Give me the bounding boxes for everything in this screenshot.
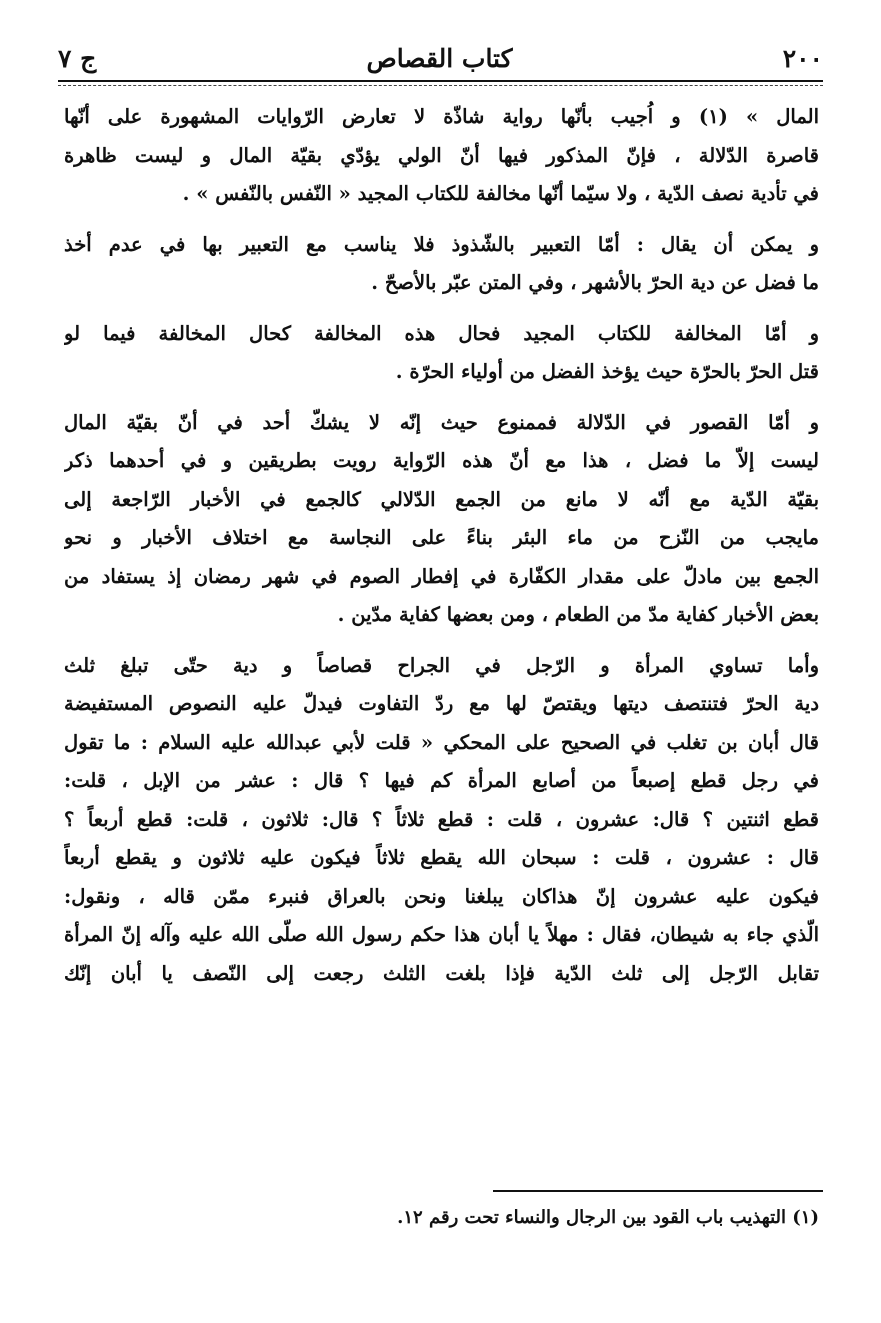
- paragraph-gap: [64, 214, 819, 226]
- text-line: بعض الأخبار كفاية مدّ من الطعام ، ومن بعضها كفاية مدّين .: [337, 603, 819, 626]
- header-rule-dashed: [58, 85, 823, 86]
- page-header: [58, 38, 823, 78]
- paragraph-gap: [64, 303, 819, 315]
- text-line: قال أبان بن تغلب في الصحيح على المحكي « قلت لأبي عبدالله عليه السلام : ما تقول: [64, 730, 819, 754]
- volume-label: ج ٧: [58, 43, 97, 73]
- text-line: وأما تساوي المرأة و الرّجل في الجراح قصاصاً و دية حتّى تبلغ ثلث: [64, 653, 819, 677]
- text-line: بقيّة الدّية مع أنّه لا مانع من الجمع الدّلالي كالجمع في الأخبار الرّاجعة إلى: [64, 487, 819, 511]
- paragraph-gap: [64, 392, 819, 404]
- text-line: مايجب من النّزح من ماء البئر بناءً على النجاسة مع اختلاف الأخبار و نحو: [64, 526, 819, 549]
- text-line: الّذي جاء به شيطان، فقال : مهلاً يا أبان هذا حكم رسول الله صلّى الله عليه وآله إنّ المرأة: [64, 923, 819, 946]
- text-line: في تأدية نصف الدّية ، ولا سيّما أنّها مخالفة للكتاب المجيد « النّفس بالنّفس » .: [182, 182, 819, 205]
- text-line: ليست إلاّ ما فضل ، هذا مع أنّ هذه الرّواية رويت بطريقين و في أحدهما ذكر: [64, 449, 819, 472]
- text-line: تقابل الرّجل إلى ثلث الدّية فإذا بلغت الثلث رجعت إلى النّصف يا أبان إنّك: [64, 961, 819, 985]
- text-line: قاصرة الدّلالة ، فإنّ المذكور فيها أنّ الولي يؤدّي بقيّة المال و ليست ظاهرة: [64, 143, 819, 167]
- text-line: قطع اثنتين ؟ قال: عشرون ، قلت : قطع ثلاثاً ؟ قال: ثلاثون ، قلت: قطع أربعاً ؟: [64, 807, 819, 831]
- book-title: كتاب القصاص: [366, 43, 513, 73]
- text-line: و أمّا المخالفة للكتاب المجيد فحال هذه المخالفة كحال المخالفة فيما لو: [64, 321, 819, 345]
- main-text: [64, 98, 819, 993]
- page-number: ٢٠٠: [782, 43, 823, 73]
- text-line: فيكون عليه عشرون إنّ هذاكان يبلغنا ونحن بالعراق فنبرء ممّن قاله ، ونقول:: [64, 884, 819, 908]
- text-line: ما فضل عن دية الحرّ بالأشهر ، وفي المتن عبّر بالأصحّ .: [371, 271, 819, 294]
- text-line: قال : عشرون ، قلت : سبحان الله يقطع ثلاثاً فيكون عليه ثلاثون و يقطع أربعاً: [64, 846, 819, 869]
- text-line: و أمّا القصور في الدّلالة فممنوع حيث إنّه لا يشكّ أحد في أنّ بقيّة المال: [64, 410, 819, 434]
- footnote: (١) التهذيب باب القود بين الرجال والنساء تحت رقم ١٢.: [397, 1207, 819, 1228]
- text-line: في رجل قطع إصبعاً من أصابع المرأة كم فيها ؟ قال : عشر من الإبل ، قلت:: [64, 769, 819, 792]
- text-line: و يمكن أن يقال : أمّا التعبير بالشّذوذ فلا يناسب مع التعبير بها في عدم أخذ: [64, 232, 819, 256]
- paragraph-gap: [64, 635, 819, 647]
- footnote-rule: [493, 1190, 823, 1192]
- header-rule: [58, 80, 823, 82]
- text-line: دية الحرّ فتنتصف ديتها ويقتصّ لها مع ردّ التفاوت فيدلّ عليه النصوص المستفيضة: [64, 692, 819, 715]
- text-line: الجمع بين مادلّ على مقدار الكفّارة في إفطار الصوم في شهر رمضان إذ يستفاد من: [64, 564, 819, 588]
- text-line: قتل الحرّ بالحرّة حيث يؤخذ الفضل من أولياء الحرّة .: [395, 360, 819, 383]
- text-line: المال » (١) و اُجيب بأنّها رواية شاذّة لا تعارض الرّوايات المشهورة على أنّها: [64, 105, 819, 128]
